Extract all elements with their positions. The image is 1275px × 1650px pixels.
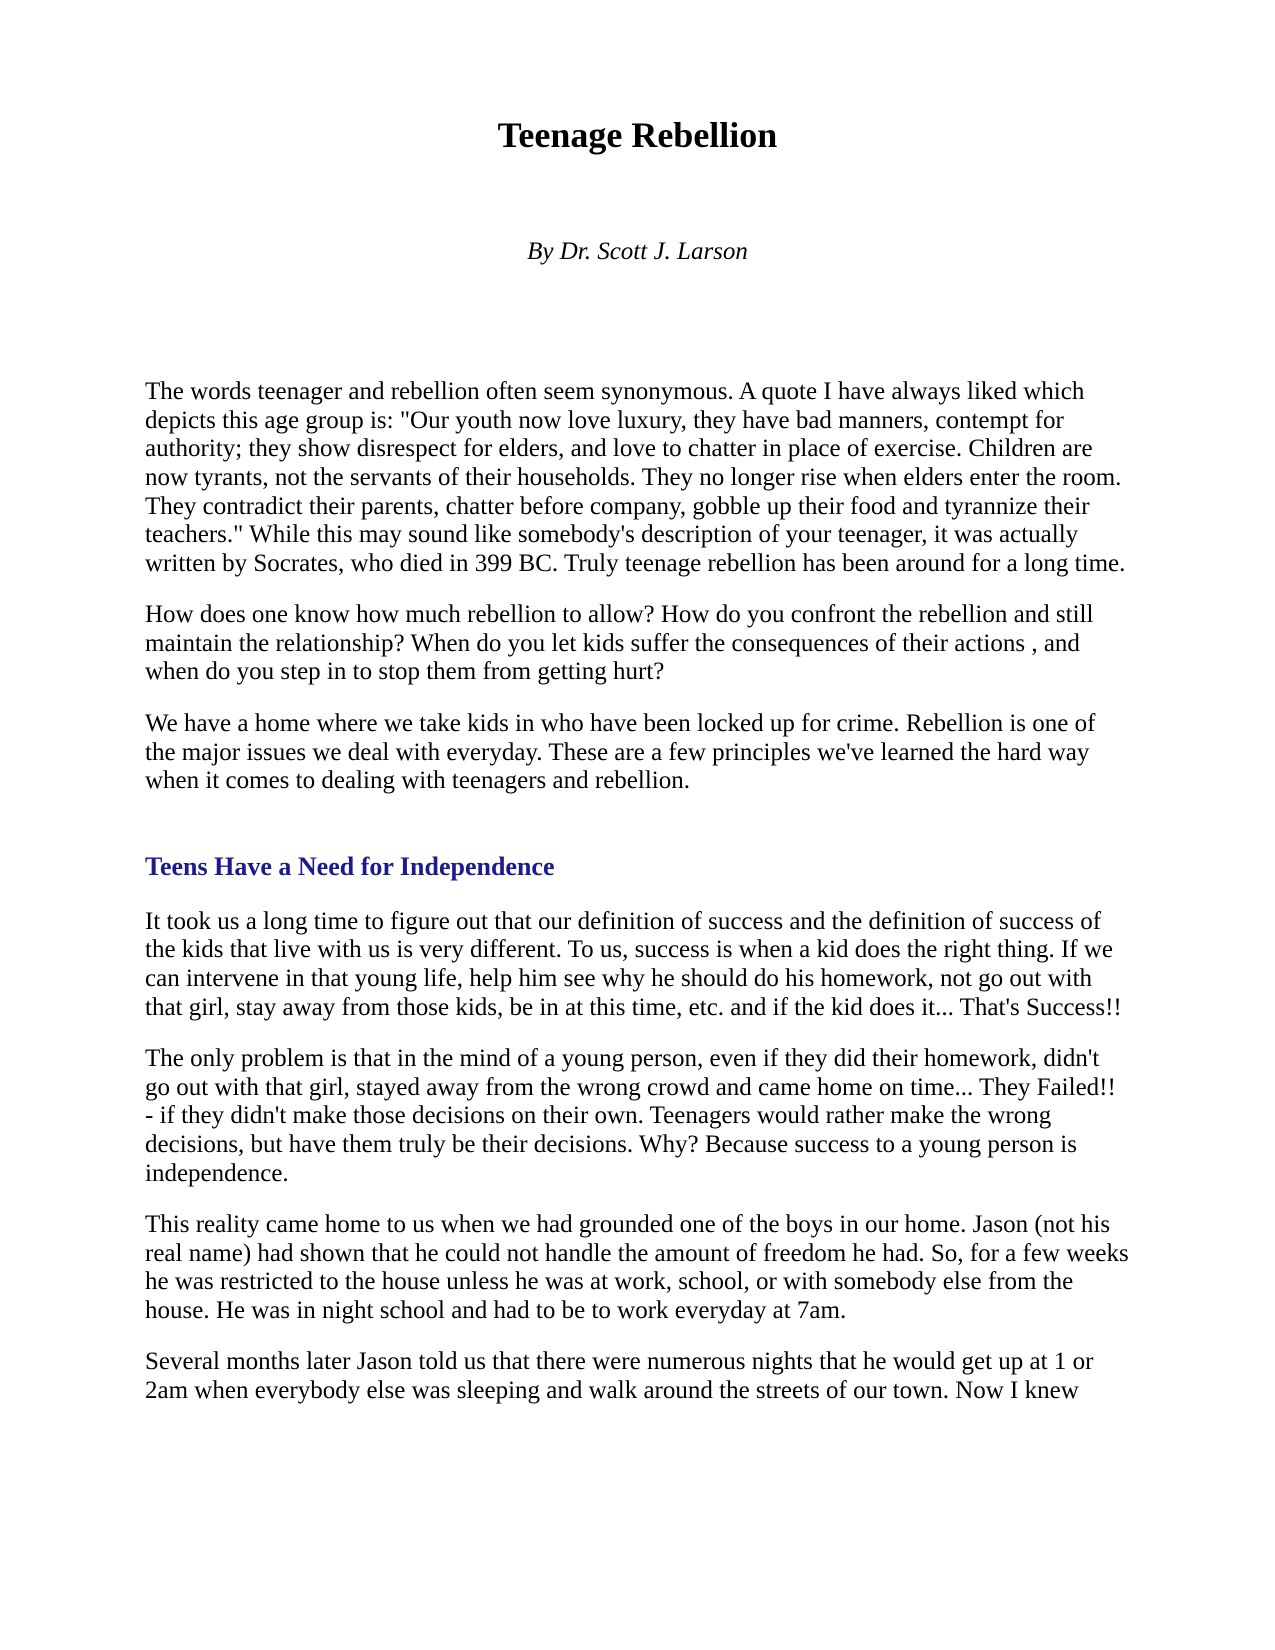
section-heading: Teens Have a Need for Independence bbox=[145, 851, 555, 881]
paragraph: The only problem is that in the mind of a young person, even if they did their homework, didn't go out with that girl, stayed away from the wrong crowd and came home on time... They Failed!! - if they didn't make those decisions on their own. Teenagers would rather make the wrong decisions, but have them truly be their decisions. Why? Because success to a young person is independence. bbox=[145, 1045, 1116, 1187]
paragraph: How does one know how much rebellion to allow? How do you confront the rebellion and still maintain the relationship? When do you let kids suffer the consequences of their actions , and when do you step in to stop them from getting hurt? bbox=[145, 601, 1094, 686]
article-body bbox=[145, 378, 1130, 1406]
paragraph: Several months later Jason told us that there were numerous nights that he would get up at 1 or 2am when everybody else was sleeping and walk around the streets of our town. Now I knew bbox=[145, 1348, 1094, 1405]
paragraph: The words teenager and rebellion often seem synonymous. A quote I have always liked which depicts this age group is: "Our youth now love luxury, they have bad manners, contempt for authority; they show disrespect for elders, and love to chatter in place of exercise. Children are now tyrants, not the servants of their households. They no longer rise when elders enter the room. They contradict their parents, chatter before company, gobble up their food and tyrannize their teachers." While this may sound like somebody's description of your teenager, it was actually written by Socrates, who died in 399 BC. Truly teenage rebellion has been around for a long time. bbox=[145, 378, 1126, 577]
paragraph: We have a home where we take kids in who have been locked up for crime. Rebellion is one of the major issues we deal with everyday. These are a few principles we've learned the hard way when it comes to dealing with teenagers and rebellion. bbox=[145, 710, 1096, 795]
paragraph: This reality came home to us when we had grounded one of the boys in our home. Jason (not his real name) had shown that he could not handle the amount of freedom he had. So, for a few weeks he was restricted to the house unless he was at work, school, or with somebody else from the house. He was in night school and had to be to work everyday at 7am. bbox=[145, 1211, 1129, 1324]
page-title: Teenage Rebellion bbox=[497, 115, 778, 155]
paragraph: It took us a long time to figure out that our definition of success and the definition of success of the kids that live with us is very different. To us, success is when a kid does the right thing. If we can intervene in that young life, help him see why he should do his homework, not go out with that girl, stay away from those kids, be in at this time, etc. and if the kid does it... That's Success!! bbox=[145, 907, 1122, 1021]
byline: By Dr. Scott J. Larson bbox=[527, 238, 748, 266]
